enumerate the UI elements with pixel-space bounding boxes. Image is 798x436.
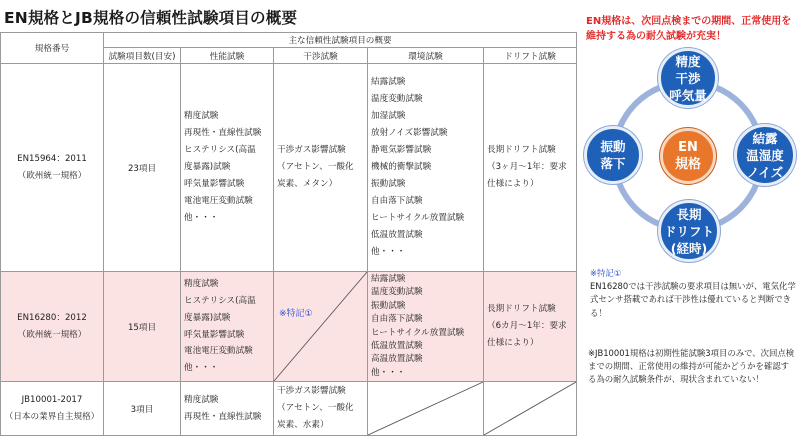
circle-accuracy-interference: 精度 干渉 呼気量 [658,48,718,108]
performance-cell: 精度試験 ヒステリシス(高温 度暴露)試験 呼気量影響試験 電池電圧変動試験 他・・・ [181,272,274,382]
interference-cell: 干渉ガス影響試験 （アセトン、一酸化 炭素、水素） [274,382,368,436]
note1-heading: ※特記① [590,268,622,278]
interference-cell: 干渉ガス影響試験 （アセトン、一酸化 炭素、メタン） [274,64,368,272]
header-performance: 性能試験 [181,48,274,64]
header-drift: ドリフト試験 [484,48,577,64]
circle-long-term-drift: 長期 ドリフト (経時) [658,200,720,262]
table-row [1,272,577,382]
standard-cell: EN15964：2011 （欧州統一規格） [1,64,104,272]
special-note-marker: ※特記① [279,309,313,319]
page-title: EN規格とJB規格の信頼性試験項目の概要 [4,9,298,27]
test-count-cell: 15項目 [104,272,181,382]
standard-cell: EN16280：2012 （欧州統一規格） [1,272,104,382]
standard-cell: JB10001-2017 （日本の業界自主規格） [1,382,104,436]
header-interference: 干渉試験 [274,48,368,64]
drift-cell: 長期ドリフト試験 （3ヶ月〜1年：要求 仕様により） [484,64,577,272]
header-test-count: 試験項目数(目安) [104,48,181,64]
center-circle: EN 規格 [660,128,716,184]
environment-cell: 結露試験 温度変動試験 振動試験 自由落下試験 ヒートサイクル放置試験 低温放置試験 高温放置試験 他・・・ [368,272,484,382]
note1-body: EN16280では干渉試験の要求項目は無いが、電気化学式センサ搭載であれば干渉性は優れていると判断できる！ [590,281,796,318]
en-standard-diagram [580,48,798,264]
reliability-test-table [0,32,577,436]
test-count-cell: 23項目 [104,64,181,272]
circle-condensation-humidity: 結露 温湿度 ノイズ [734,124,796,186]
environment-cell [368,382,484,436]
table-row [1,64,577,272]
not-applicable-slash [274,272,367,381]
jb-standard-note: ※JB10001規格は初期性能試験3項目のみで、次回点検までの期間、正常使用の維持が可能かどうかを確認する為の耐久試験条件が、現状含まれていない！ [588,348,795,385]
special-note-1 [590,267,796,320]
header-standard: 規格番号 [1,33,104,64]
performance-cell: 精度試験 再現性・直線性試験 [181,382,274,436]
header-main-tests: 主な信頼性試験項目の概要 [104,33,577,48]
drift-cell [484,382,577,436]
performance-cell: 精度試験 再現性・直線性試験 ヒステリシス(高温 度暴露)試験 呼気量影響試験 電池電圧変動試験 他・・・ [181,64,274,272]
environment-cell: 結露試験 温度変動試験 加湿試験 放射ノイズ影響試験 静電気影響試験 機械的衝撃試験 振動試験 自由落下試験 ヒートサイクル放置試験 低温放置試験 他・・・ [368,64,484,272]
circle-vibration-drop: 振動 落下 [584,126,642,184]
test-count-cell: 3項目 [104,382,181,436]
not-applicable-slash [368,382,483,435]
table-row [1,382,577,436]
drift-cell: 長期ドリフト試験 （6カ月〜1年：要求 仕様により） [484,272,577,382]
not-applicable-slash [484,382,576,435]
en-standard-highlight: EN規格は、次回点検までの期間、正常使用を維持する為の耐久試験が充実！ [586,16,792,42]
header-environment: 環境試験 [368,48,484,64]
interference-cell [274,272,368,382]
